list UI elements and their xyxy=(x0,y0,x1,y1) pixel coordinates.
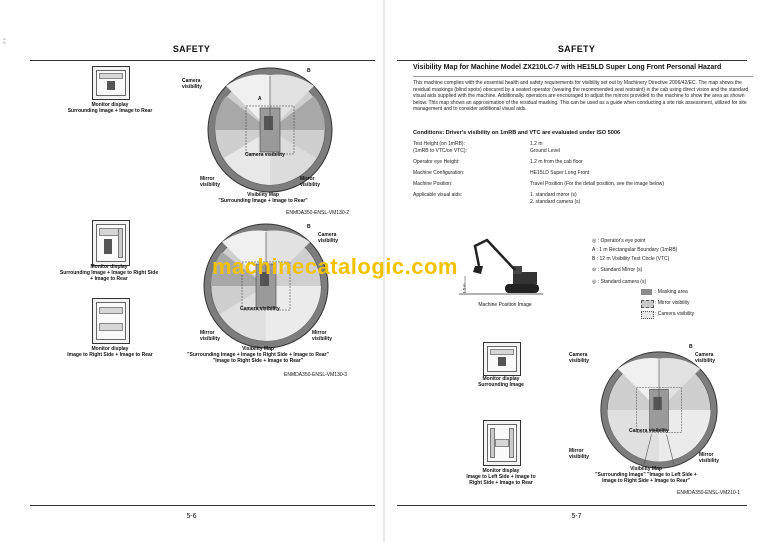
map3-mirror-right-label: Mirror visibility xyxy=(699,452,720,464)
left-page-header: SAFETY xyxy=(172,44,211,54)
visibility-map-2 xyxy=(202,222,333,350)
machine-position-caption: Machine Position Image xyxy=(478,302,532,308)
condition-value: 1.2 m from the cab floor xyxy=(530,159,583,165)
condition-label: Machine Position: xyxy=(413,181,453,187)
map3-caption: Visibility Map "Surrounding Image" "Image to Left Side + Image to Right Side + Image to Rear" xyxy=(595,466,697,484)
legend-1mrb: A : 1 m Rectangular Boundary (1mRB) xyxy=(592,247,678,253)
right-display-caption: Monitor display Surrounding Image xyxy=(478,376,524,388)
legend-mirror: ⊖ : Standard Mirror (s) xyxy=(592,267,643,273)
swatch-masking xyxy=(641,289,652,295)
fig2-map-caption: Visibility Map "Surrounding Image + Image to Right Side + Image to Rear" "Image to Right Side + Image to Rear" xyxy=(187,346,329,364)
fig2-code: ENMDA350-ENSL-VM130-3 xyxy=(284,372,348,378)
map3-mirror-left-label: Mirror visibility xyxy=(569,448,590,460)
watermark-text: machinecatalogic.com xyxy=(212,254,458,279)
figure1-display-caption: Monitor display Surrounding Image + Image to Rear xyxy=(67,102,153,114)
machine-position-image xyxy=(455,236,545,298)
swatch-mirror xyxy=(641,300,654,308)
right-header-rule xyxy=(397,60,747,61)
right-page-number: 5-7 xyxy=(571,513,582,520)
condition-label: (1mRB to VTC/on VTC): xyxy=(413,148,467,154)
fig1-b-label: B xyxy=(307,68,311,74)
swatch-camera-label: : Camera visibility xyxy=(655,311,695,317)
fig2-camera-visibility-label: Camera visibility xyxy=(318,232,339,244)
fig1-camera-visibility-label: Camera visibility xyxy=(182,78,203,90)
legend-vtc: B : 12 m Visibility Test Circle (VTC) xyxy=(592,256,670,262)
figure2-display1-caption: Monitor display Surrounding Image + Image to Right Side + Image to Rear xyxy=(59,264,159,282)
left-page-number: 5-6 xyxy=(186,513,197,520)
legend-eye-point: ◎ : Operator's eye point xyxy=(592,238,646,244)
map3-camera-right-label: Camera visibility xyxy=(695,352,716,364)
map3-center-label: Camera visibility xyxy=(629,428,669,434)
map3-code: ENMDA350-ENSL-VM210-1 xyxy=(677,490,741,496)
intro-paragraph: This machine complies with the essential health and safety requirements for visibility set out by Machinery Directive 2006/42/EC. The map shows the residual maskings (blind spots) obscured by a seated operator (wearing the recommended seat restraint) in the cab using direct vision and the standard visual aids supplied with the machine. Additionally, operators are encouraged to adjust the mirrors provided to the machine to show the area as shown below. This map shows an approximation of the residual masking. This can be used as a guide when conducting a site risk assessment, utilized for site management and to consider additional visual aids. xyxy=(413,80,749,112)
swatch-camera xyxy=(641,311,654,319)
conditions-heading: Conditions: Driver's visibility on 1mRB and VTC are evaluated under ISO 5006 xyxy=(413,130,621,136)
condition-label: Applicable visual aids: xyxy=(413,192,463,198)
fig2-mirror-right-label: Mirror visibility xyxy=(312,330,333,342)
condition-value: Travel Position (For the detail position, see the image below) xyxy=(530,181,665,187)
visibility-map-1 xyxy=(206,66,334,194)
monitor-display-thumbnail xyxy=(92,66,130,100)
fig1-center-label: Camera visibility xyxy=(245,152,285,158)
fig2-center-label: Camera visibility xyxy=(240,306,280,312)
monitor-display-thumbnail-right-2 xyxy=(483,420,521,466)
fig1-mirror-left-label: Mirror visibility xyxy=(200,176,221,188)
title-rule xyxy=(413,76,753,77)
condition-label: Machine Configuration: xyxy=(413,170,465,176)
monitor-display-thumbnail-right xyxy=(483,342,521,376)
fig2-b-label: B xyxy=(307,224,311,230)
map3-camera-left-label: Camera visibility xyxy=(569,352,590,364)
condition-label: Test Height (on 1mRB): xyxy=(413,141,465,147)
right-footer-rule xyxy=(397,505,747,506)
fig2-mirror-left-label: Mirror visibility xyxy=(200,330,221,342)
condition-label: Operator eye Height: xyxy=(413,159,460,165)
swatch-mirror-label: : Mirror visibility xyxy=(655,300,690,306)
page-title: Visibility Map for Machine Model ZX210LC-7 with HE15LD Super Long Front Personal Hazard xyxy=(413,64,722,71)
left-header-rule xyxy=(30,60,375,61)
legend-camera: ◎ : Standard camera (s) xyxy=(592,279,647,285)
condition-value: Ground Level xyxy=(530,148,561,154)
height-label: 1.5 m xyxy=(461,283,467,294)
fig1-code: ENMDA350-ENSL-VM130-2 xyxy=(286,210,350,216)
condition-value: 2. standard camera (s) xyxy=(530,199,581,205)
figure2-display2-caption: Monitor display Image to Right Side + Image to Rear xyxy=(67,346,153,358)
swatch-masking-label: : Masking area xyxy=(655,289,688,295)
spine-tag: 5-6 xyxy=(2,38,7,44)
condition-value: HE15LD Super Long Front xyxy=(530,170,590,176)
monitor-display-thumbnail-3 xyxy=(92,298,130,344)
left-footer-rule xyxy=(30,505,375,506)
right-page-header: SAFETY xyxy=(557,44,596,54)
fig1-map-caption: Visibility Map "Surrounding Image + Image to Rear" xyxy=(218,192,308,204)
monitor-display-thumbnail-2 xyxy=(92,220,130,266)
fig1-mirror-right-label: Mirror visibility xyxy=(300,176,321,188)
fig1-a-label: A xyxy=(258,96,262,102)
right-display2-caption: Monitor display Image to Left Side + Image to Right Side + Image to Rear xyxy=(466,468,536,486)
map3-b-label: B xyxy=(689,344,693,350)
condition-value: 1.2 m xyxy=(530,141,543,147)
condition-value: 1. standard mirror (s) xyxy=(530,192,577,198)
